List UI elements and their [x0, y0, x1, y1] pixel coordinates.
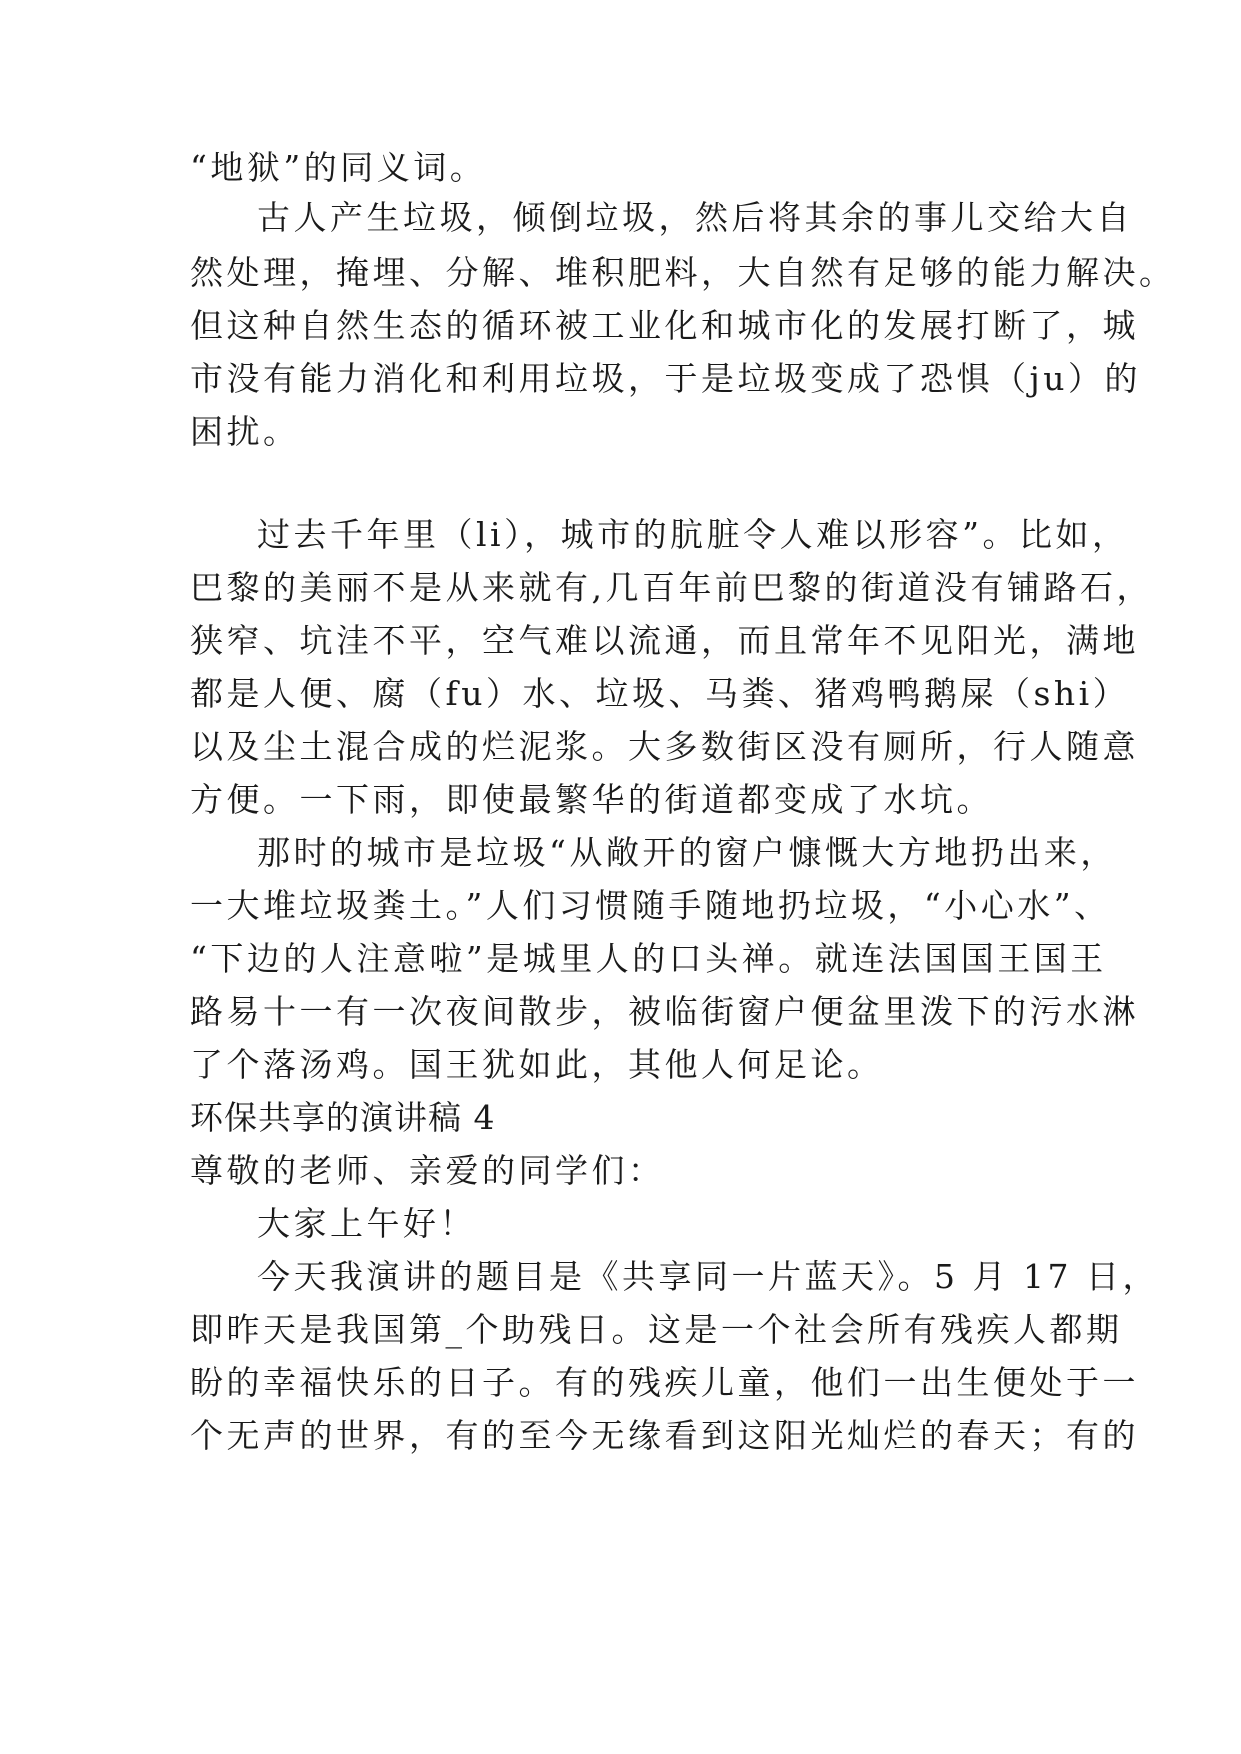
text-line: 以及尘土混合成的烂泥浆。大多数街区没有厕所，行人随意 [190, 727, 1139, 766]
text-line: 但这种自然生态的循环被工业化和城市化的发展打断了，城 [190, 306, 1139, 345]
text-line: 个无声的世界，有的至今无缘看到这阳光灿烂的春天；有的 [190, 1416, 1139, 1455]
text-line: 然处理，掩埋、分解、堆积肥料，大自然有足够的能力解决。 [190, 253, 1176, 292]
text-line: “下边的人注意啦”是城里人的口头禅。就连法国国王国王 [190, 939, 1107, 978]
text-line: 都是人便、腐（fu）水、垃圾、马粪、猪鸡鸭鹅屎（shi） [190, 674, 1130, 713]
greeting: 大家上午好！ [257, 1204, 476, 1243]
text-line: 路易十一有一次夜间散步，被临街窗户便盆里泼下的污水淋 [190, 992, 1139, 1031]
paragraph-start-line: 古人产生垃圾，倾倒垃圾，然后将其余的事儿交给大自 [257, 198, 1133, 237]
text-line: 狭窄、坑洼不平，空气难以流通，而且常年不见阳光，满地 [190, 621, 1139, 660]
text-line: “地狱”的同义词。 [190, 148, 487, 187]
text-line: 即昨天是我国第_个助残日。这是一个社会所有残疾人都期 [190, 1310, 1123, 1349]
section-heading: 环保共享的演讲稿 4 [190, 1098, 496, 1137]
text-line: 一大堆垃圾粪土。”人们习惯随手随地扔垃圾，“小心水”、 [190, 886, 1111, 925]
paragraph-start-line: 过去千年里（li），城市的肮脏令人难以形容”。比如， [257, 515, 1129, 554]
text-line: 市没有能力消化和利用垃圾，于是垃圾变成了恐惧（ju）的 [190, 359, 1141, 398]
text-line: 盼的幸福快乐的日子。有的残疾儿童，他们一出生便处于一 [190, 1363, 1139, 1402]
paragraph-start-line: 那时的城市是垃圾“从敞开的窗户慷慨大方地扔出来， [257, 833, 1117, 872]
text-line: 巴黎的美丽不是从来就有,几百年前巴黎的街道没有铺路石， [190, 568, 1153, 607]
paragraph-start-line: 今天我演讲的题目是《共享同一片蓝天》。5 月 17 日， [257, 1257, 1159, 1296]
salutation: 尊敬的老师、亲爱的同学们： [190, 1151, 665, 1190]
text-line: 困扰。 [190, 412, 300, 451]
text-line: 了个落汤鸡。国王犹如此，其他人何足论。 [190, 1045, 884, 1084]
text-line: 方便。一下雨，即使最繁华的街道都变成了水坑。 [190, 780, 993, 819]
